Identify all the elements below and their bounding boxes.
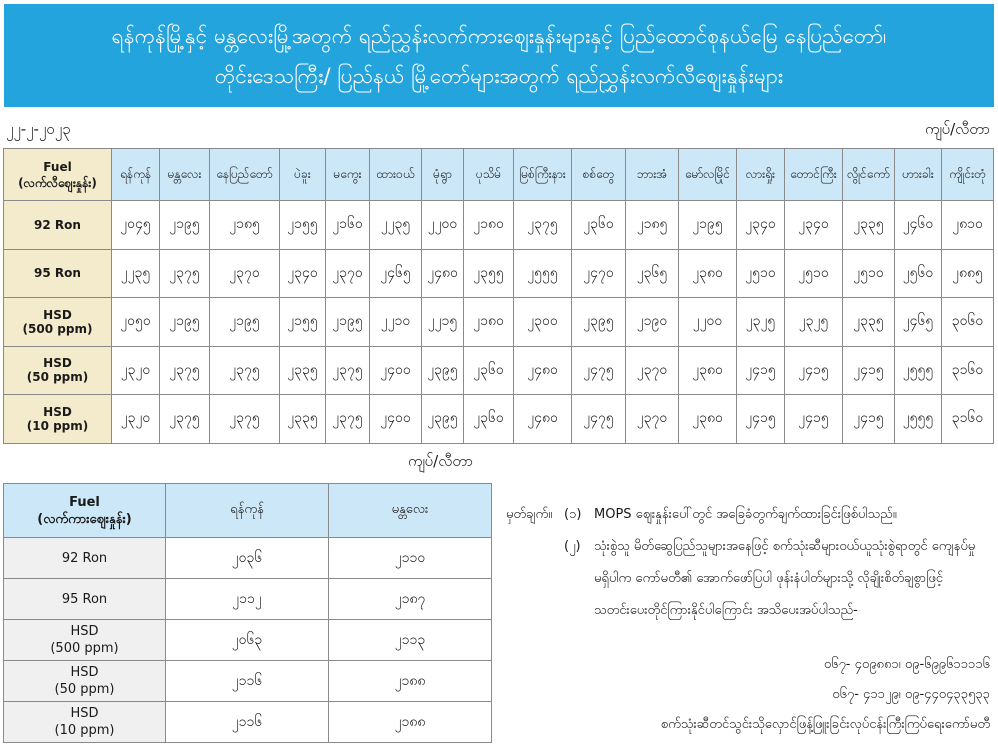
wholesale-price-table xyxy=(3,483,492,743)
retail-row xyxy=(4,346,994,395)
retail-price-cell: ၂၃၂၀ xyxy=(112,395,160,444)
retail-city-header: ရန်ကုန် xyxy=(112,149,160,201)
retail-price-cell: ၂၄၀၀ xyxy=(370,346,422,395)
retail-fuel-label: 95 Ron xyxy=(4,249,112,298)
retail-price-cell: ၂၄၆၅ xyxy=(370,249,422,298)
retail-price-cell: ၂၄၈၀ xyxy=(514,395,572,444)
retail-price-cell: ၂၅၁၀ xyxy=(785,249,843,298)
retail-city-header: လွိုင်ကော် xyxy=(843,149,895,201)
title-banner xyxy=(4,4,994,107)
retail-price-cell: ၂၁၅၅ xyxy=(280,298,326,347)
retail-price-cell: ၂၄၁၅ xyxy=(843,395,895,444)
retail-fuel-label: HSD (10 ppm) xyxy=(4,395,112,444)
retail-price-cell: ၂၃၇၅ xyxy=(326,395,370,444)
retail-city-header: မကွေး xyxy=(326,149,370,201)
retail-price-cell: ၂၃၃၅ xyxy=(280,395,326,444)
retail-price-cell: ၂၃၈၀ xyxy=(679,395,737,444)
retail-price-cell: ၂၈၁၀ xyxy=(942,201,994,250)
retail-price-cell: ၂၃၀၀ xyxy=(514,298,572,347)
retail-price-cell: ၂၅၁၀ xyxy=(737,249,785,298)
retail-price-cell: ၂၂၀၀ xyxy=(679,298,737,347)
retail-price-cell: ၂၃၇၀ xyxy=(210,249,280,298)
retail-price-cell: ၂၃၈၀ xyxy=(679,249,737,298)
retail-price-cell: ၂၃၃၅ xyxy=(843,201,895,250)
wholesale-row xyxy=(4,661,492,702)
retail-price-cell: ၂၃၄၀ xyxy=(737,201,785,250)
retail-price-cell: ၂၃၉၅ xyxy=(572,298,626,347)
wholesale-price-cell: ၂၁၁၀ xyxy=(329,538,492,579)
wholesale-fuel-label: HSD (10 ppm) xyxy=(4,702,166,743)
retail-fuel-label: 92 Ron xyxy=(4,201,112,250)
retail-price-cell: ၂၃၇၅ xyxy=(160,249,210,298)
retail-city-header: မန္တလေး xyxy=(160,149,210,201)
retail-row xyxy=(4,249,994,298)
retail-price-cell: ၂၁၉၀ xyxy=(626,298,679,347)
wholesale-price-cell: ၂၁၁၆ xyxy=(166,702,329,743)
wholesale-price-cell: ၂၁၈၈ xyxy=(329,702,492,743)
retail-row xyxy=(4,298,994,347)
retail-price-cell: ၂၄၇၅ xyxy=(572,346,626,395)
retail-price-cell: ၂၃၇၅ xyxy=(326,346,370,395)
retail-price-cell: ၂၂၃၅ xyxy=(370,201,422,250)
retail-price-cell: ၂၅၆၀ xyxy=(895,249,942,298)
retail-city-header: နေပြည်တော် xyxy=(210,149,280,201)
title-line-1: ရန်ကုန်မြို့နှင့် မန္တလေးမြို့အတွက် ရည်ညွှန်းလက်ကားဈေးနှုန်းများနှင့် ပြည်ထောင်စုနယ်မြေ နေပြည်တော်၊ xyxy=(111,23,887,48)
wholesale-fuel-label: HSD (500 ppm) xyxy=(4,620,166,661)
note-2: (၂) သုံးစွဲသူ မိတ်ဆွေပြည်သူများအနေဖြင့် စက်သုံးဆီများဝယ်ယူသုံးစွဲရာတွင် ကျေနပ်မှု xyxy=(564,539,976,554)
retail-price-cell: ၂၅၁၀ xyxy=(843,249,895,298)
retail-price-cell: ၂၂၃၅ xyxy=(112,249,160,298)
retail-price-cell: ၂၃၇၅ xyxy=(514,201,572,250)
retail-price-cell: ၂၈၈၅ xyxy=(942,249,994,298)
retail-price-cell: ၂၀၅၀ xyxy=(112,298,160,347)
retail-fuel-header: Fuel (လက်လီဈေးနှုန်း) xyxy=(4,149,112,201)
retail-price-cell: ၂၄၁၅ xyxy=(843,346,895,395)
retail-price-table xyxy=(3,148,994,444)
retail-price-cell: ၂၁၈၅ xyxy=(210,201,280,250)
retail-city-header: စစ်တွေ xyxy=(572,149,626,201)
retail-city-header: မော်လမြိုင် xyxy=(679,149,737,201)
committee-signature: စက်သုံးဆီတင်သွင်းသိုလှောင်ဖြန့်ဖြူးခြင်းလုပ်ငန်းကြီးကြပ်ရေးကော်မတီ xyxy=(660,717,990,732)
note-2-cont-1: မရှိပါက ကော်မတီ၏ အောက်ဖော်ပြပါ ဖုန်းနံပါတ်များသို့ လိုချိုးစိတ်ချစွာဖြင့် xyxy=(594,571,943,586)
wholesale-row xyxy=(4,620,492,661)
wholesale-fuel-label: HSD (50 ppm) xyxy=(4,661,166,702)
retail-price-cell: ၂၃၉၅ xyxy=(422,346,464,395)
retail-price-cell: ၂၁၈၀ xyxy=(464,298,514,347)
retail-city-header: လားရှိုး xyxy=(737,149,785,201)
wholesale-price-cell: ၂၁၈၇ xyxy=(329,579,492,620)
wholesale-fuel-label: 95 Ron xyxy=(4,579,166,620)
retail-price-cell: ၂၂၀၀ xyxy=(422,201,464,250)
retail-city-header: ပဲခူး xyxy=(280,149,326,201)
retail-price-cell: ၂၄၇၀ xyxy=(572,249,626,298)
retail-price-cell: ၂၂၁၅ xyxy=(422,298,464,347)
wholesale-row xyxy=(4,702,492,743)
retail-city-header: ထားဝယ် xyxy=(370,149,422,201)
retail-city-header: ကျိုင်းတုံ xyxy=(942,149,994,201)
retail-price-cell: ၂၃၆၀ xyxy=(572,201,626,250)
wholesale-city-header: မန္တလေး xyxy=(329,484,492,538)
retail-price-cell: ၂၃၆၀ xyxy=(464,346,514,395)
note-2-cont-2: သတင်းပေးတိုင်ကြားနိုင်ပါကြောင်း အသိပေးအပ်ပါသည်- xyxy=(594,603,858,618)
retail-price-cell: ၂၃၂၅ xyxy=(785,298,843,347)
retail-price-cell: ၂၃၂၀ xyxy=(112,346,160,395)
retail-price-cell: ၂၃၆၅ xyxy=(626,249,679,298)
retail-price-cell: ၂၃၃၅ xyxy=(843,298,895,347)
retail-price-cell: ၂၁၉၅ xyxy=(160,201,210,250)
retail-price-cell: ၂၃၄၀ xyxy=(785,201,843,250)
wholesale-price-cell: ၂၀၃၆ xyxy=(166,538,329,579)
retail-price-cell: ၂၃၆၀ xyxy=(464,395,514,444)
phone-line-2: ၀၆၇- ၄၁၁၂၉၊ ၀၉-၄၄၀၄၃၃၅၃၃ xyxy=(832,687,990,702)
retail-price-cell: ၂၁၅၅ xyxy=(280,201,326,250)
wholesale-price-cell: ၂၁၁၂ xyxy=(166,579,329,620)
wholesale-city-header: ရန်ကုန် xyxy=(166,484,329,538)
wholesale-header-row xyxy=(4,484,492,538)
retail-price-cell: ၂၄၁၅ xyxy=(785,395,843,444)
retail-city-header: ပုသိမ် xyxy=(464,149,514,201)
retail-price-cell: ၂၃၇၀ xyxy=(626,395,679,444)
wholesale-price-cell: ၂၁၁၃ xyxy=(329,620,492,661)
retail-price-cell: ၂၄၁၅ xyxy=(785,346,843,395)
retail-price-cell: ၂၁၉၅ xyxy=(210,298,280,347)
retail-city-header: ဘားအံ xyxy=(626,149,679,201)
wholesale-fuel-header: Fuel (လက်ကားဈေးနှုန်း) xyxy=(4,484,166,538)
retail-city-header: ဟားခါး xyxy=(895,149,942,201)
retail-price-cell: ၂၃၄၀ xyxy=(280,249,326,298)
wholesale-price-cell: ၂၁၁၆ xyxy=(166,661,329,702)
retail-price-cell: ၂၃၇၅ xyxy=(210,395,280,444)
retail-price-cell: ၂၅၅၅ xyxy=(514,249,572,298)
phone-line-1: ၀၆၇- ၄၀၉၈၈၁၊ ၀၉-၆၉၉၆၁၁၁၁၆ xyxy=(823,657,990,672)
retail-city-header: တောင်ကြီး xyxy=(785,149,843,201)
retail-price-cell: ၂၃၇၅ xyxy=(210,346,280,395)
retail-price-cell: ၂၃၈၀ xyxy=(679,346,737,395)
retail-price-cell: ၃၁၆၀ xyxy=(942,395,994,444)
wholesale-fuel-label: 92 Ron xyxy=(4,538,166,579)
retail-price-cell: ၂၄၈၀ xyxy=(514,346,572,395)
retail-price-cell: ၂၃၃၅ xyxy=(280,346,326,395)
retail-price-cell: ၂၁၈၅ xyxy=(626,201,679,250)
retail-header-row xyxy=(4,149,994,201)
retail-price-cell: ၂၃၇၀ xyxy=(326,249,370,298)
retail-price-cell: ၂၁၈၀ xyxy=(464,201,514,250)
note-1: မှတ်ချက်။ (၁) MOPS ဈေးနှုန်းပေါ်တွင် အခြေခံတွက်ချက်ထားခြင်းဖြစ်ပါသည်။ xyxy=(506,506,897,525)
wholesale-row xyxy=(4,579,492,620)
retail-price-cell: ၂၅၅၅ xyxy=(895,346,942,395)
retail-price-cell: ၂၄၆၅ xyxy=(895,298,942,347)
retail-city-header: မုံရွာ xyxy=(422,149,464,201)
retail-price-cell: ၂၃၉၅ xyxy=(422,395,464,444)
retail-price-cell: ၂၄၁၅ xyxy=(737,346,785,395)
retail-price-cell: ၂၃၇၀ xyxy=(626,346,679,395)
retail-price-cell: ၂၄၆၀ xyxy=(895,201,942,250)
wholesale-row xyxy=(4,538,492,579)
retail-row xyxy=(4,201,994,250)
retail-price-cell: ၂၃၅၅ xyxy=(464,249,514,298)
retail-fuel-label: HSD (50 ppm) xyxy=(4,346,112,395)
retail-price-cell: ၂၁၉၅ xyxy=(326,298,370,347)
unit-label-top: ကျပ်/လီတာ xyxy=(924,120,990,138)
retail-price-cell: ၂၄၇၅ xyxy=(572,395,626,444)
retail-row xyxy=(4,395,994,444)
retail-price-cell: ၂၃၇၅ xyxy=(160,346,210,395)
wholesale-price-cell: ၂၁၈၈ xyxy=(329,661,492,702)
retail-fuel-label: HSD (500 ppm) xyxy=(4,298,112,347)
retail-price-cell: ၃၁၆၀ xyxy=(942,346,994,395)
retail-price-cell: ၂၄၈၀ xyxy=(422,249,464,298)
unit-label-wholesale: ကျပ်/လီတာ xyxy=(408,452,474,470)
retail-price-cell: ၃၀၆၀ xyxy=(942,298,994,347)
retail-price-cell: ၂၄၀၀ xyxy=(370,395,422,444)
retail-city-header: မြစ်ကြီးနား xyxy=(514,149,572,201)
retail-price-cell: ၂၅၅၅ xyxy=(895,395,942,444)
retail-price-cell: ၂၀၄၅ xyxy=(112,201,160,250)
wholesale-price-cell: ၂၀၆၃ xyxy=(166,620,329,661)
retail-price-cell: ၂၁၉၅ xyxy=(679,201,737,250)
retail-price-cell: ၂၃၂၅ xyxy=(737,298,785,347)
title-line-2: တိုင်းဒေသကြီး/ ပြည်နယ် မြို့တော်များအတွက် ရည်ညွှန်းလက်လီဈေးနှုန်းများ xyxy=(214,63,784,88)
notes-label: မှတ်ချက်။ xyxy=(506,507,553,522)
retail-price-cell: ၂၂၁၀ xyxy=(370,298,422,347)
retail-price-cell: ၂၃၇၅ xyxy=(160,395,210,444)
retail-price-cell: ၂၄၁၅ xyxy=(737,395,785,444)
date-label: ၂၂-၂-၂၀၂၃ xyxy=(6,120,71,138)
retail-price-cell: ၂၁၉၅ xyxy=(160,298,210,347)
retail-price-cell: ၂၁၆၀ xyxy=(326,201,370,250)
